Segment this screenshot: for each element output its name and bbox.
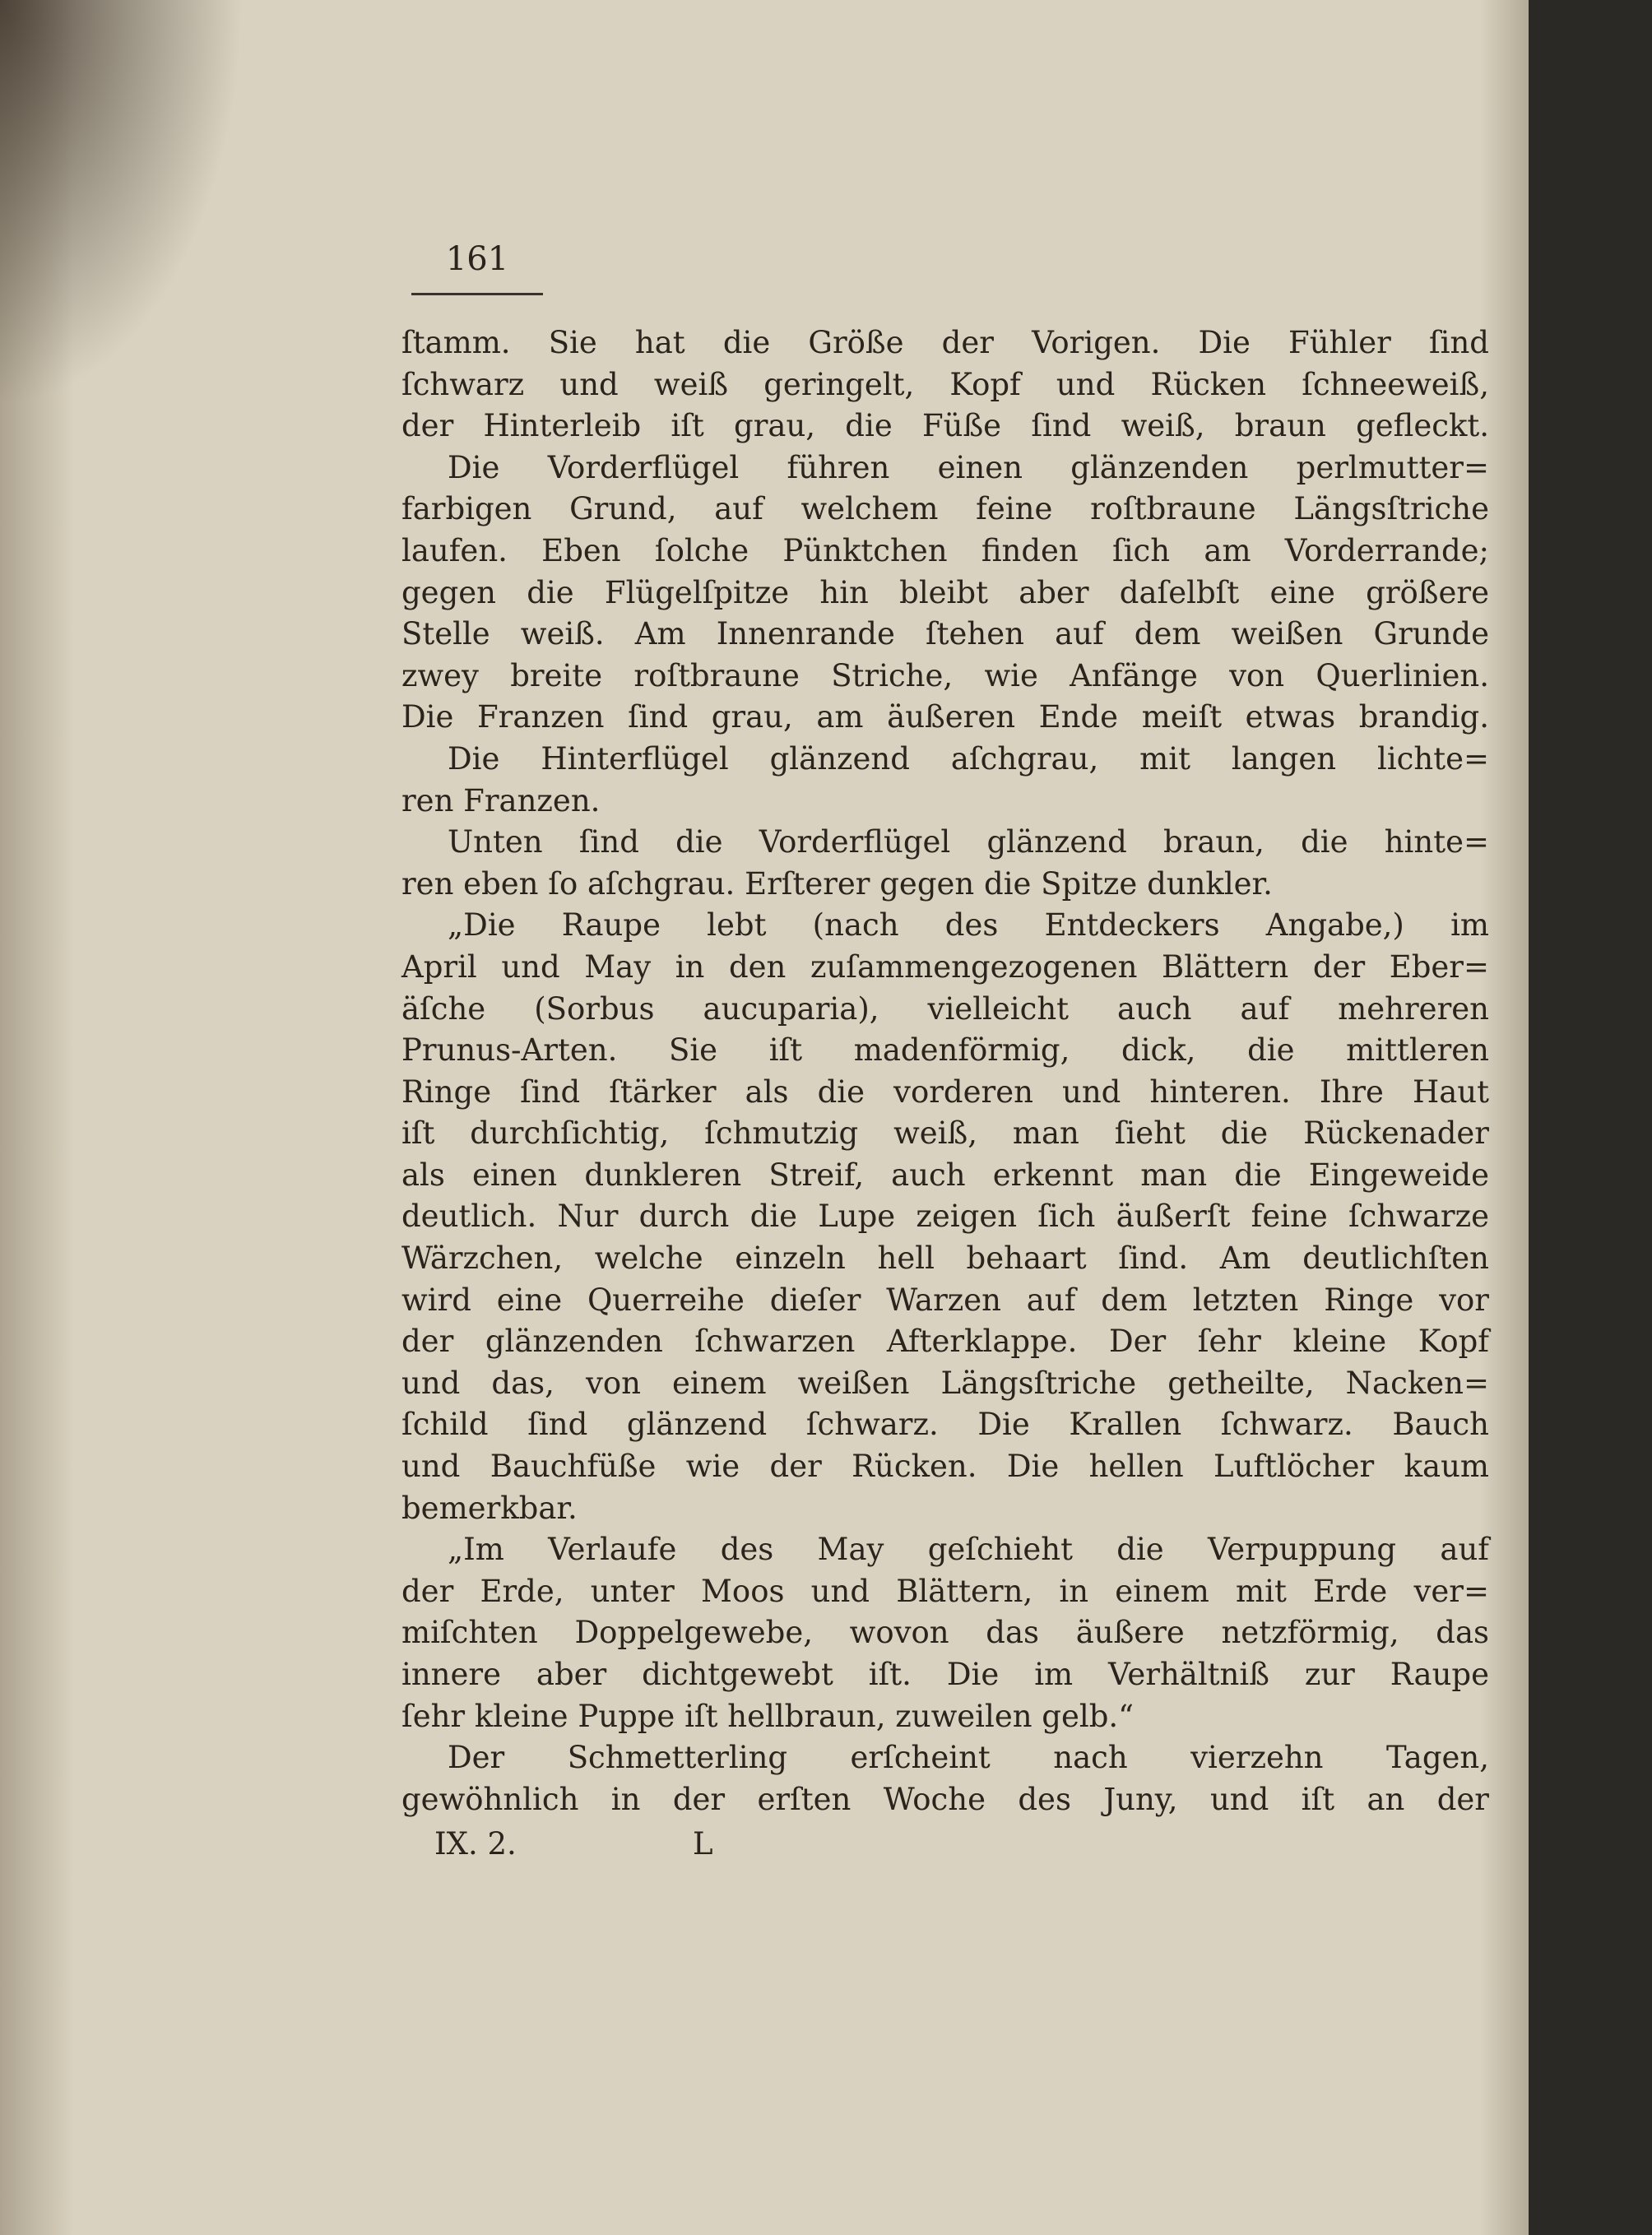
text-line: Unten ſind die Vorderflügel glänzend braun, die hinte= [448, 824, 1489, 860]
text-line: Stelle weiß. Am Innenrande ſtehen auf dem weißen Grunde [401, 616, 1489, 652]
text-line: April und May in den zuſammengezogenen Blättern der Eber= [401, 948, 1489, 985]
text-line: Die Vorderflügel führen einen glänzenden perlmutter= [448, 449, 1489, 485]
text-line: und das, von einem weißen Längsſtriche getheilte, Nacken= [401, 1365, 1489, 1401]
text-line: und Bauchfüße wie der Rücken. Die hellen Luftlöcher kaum [401, 1449, 1489, 1485]
text-line: Die Hinterflügel glänzend aſchgrau, mit langen lichte= [448, 740, 1489, 777]
text-line: iſt durchſichtig, ſchmutzig weiß, man ſieht die Rückenader [401, 1115, 1489, 1152]
text-line: „Die Raupe lebt (nach des Entdeckers Angabe,) im [448, 907, 1489, 944]
text-line: farbigen Grund, auf welchem feine roſtbraune Längsſtriche [401, 491, 1489, 527]
text-line: äſche (Sorbus aucuparia), vielleicht auch auf mehreren [401, 990, 1489, 1027]
text-line: zwey breite roſtbraune Striche, wie Anfänge von Querlinien. [401, 657, 1489, 693]
text-line: als einen dunkleren Streif, auch erkennt man die Eingeweide [401, 1157, 1489, 1193]
text-line: ſchild ſind glänzend ſchwarz. Die Krallen ſchwarz. Bauch [401, 1407, 1489, 1443]
text-line: Der Schmetterling erſcheint nach vierzehn Tagen, [448, 1740, 1489, 1776]
signature-mark: L [693, 1826, 713, 1862]
text-line: miſchten Doppelgewebe, wovon das äußere netzförmig, das [401, 1615, 1489, 1651]
text-line: wird eine Querreihe dieſer Warzen auf dem letzten Ringe vor [401, 1282, 1489, 1318]
text-line: innere aber dichtgewebt iſt. Die im Verhältniß zur Raupe [401, 1657, 1489, 1692]
text-line: deutlich. Nur durch die Lupe zeigen ſich äußerſt feine ſchwarze [401, 1199, 1489, 1235]
text-line: Prunus-Arten. Sie iſt madenförmig, dick, die mittleren [401, 1032, 1489, 1069]
text-line: laufen. Eben ſolche Pünktchen finden ſich am Vorderrande; [401, 532, 1489, 568]
text-line: Die Franzen ſind grau, am äußeren Ende meiſt etwas brandig. [401, 699, 1489, 735]
text-line: ren eben ſo aſchgrau. Erſterer gegen die Spitze dunkler. [401, 865, 1273, 902]
text-line: ren Franzen. [401, 782, 601, 818]
body-text [401, 322, 1489, 1820]
text-line: ſchwarz und weiß geringelt, Kopf und Rücken ſchneeweiß, [401, 366, 1489, 402]
text-line: der Hinterleib iſt grau, die Füße ſind weiß, braun gefleckt. [401, 408, 1489, 444]
text-line: gegen die Flügelſpitze hin bleibt aber daſelbſt eine größere [401, 574, 1489, 610]
text-line: der Erde, unter Moos und Blättern, in einem mit Erde ver= [401, 1573, 1489, 1609]
header-rule [411, 293, 543, 295]
text-line: ſehr kleine Puppe iſt hellbraun, zuweilen gelb.“ [401, 1698, 1135, 1734]
text-line: Wärzchen, welche einzeln hell behaart ſind. Am deutlichſten [401, 1240, 1489, 1277]
text-line: „Im Verlaufe des May geſchieht die Verpuppung auf [448, 1532, 1489, 1568]
text-line: der glänzenden ſchwarzen Afterklappe. Der ſehr kleine Kopf [401, 1324, 1489, 1360]
text-line: ſtamm. Sie hat die Größe der Vorigen. Die Fühler ſind [401, 325, 1489, 360]
text-line: Ringe ſind ſtärker als die vorderen und hinteren. Ihre Haut [401, 1073, 1489, 1110]
page-number: 161 [445, 240, 509, 278]
text-line: gewöhnlich in der erſten Woche des Juny, und iſt an der [401, 1781, 1489, 1817]
text-line: bemerkbar. [401, 1490, 578, 1526]
volume-marker: IX. 2. [434, 1826, 517, 1862]
